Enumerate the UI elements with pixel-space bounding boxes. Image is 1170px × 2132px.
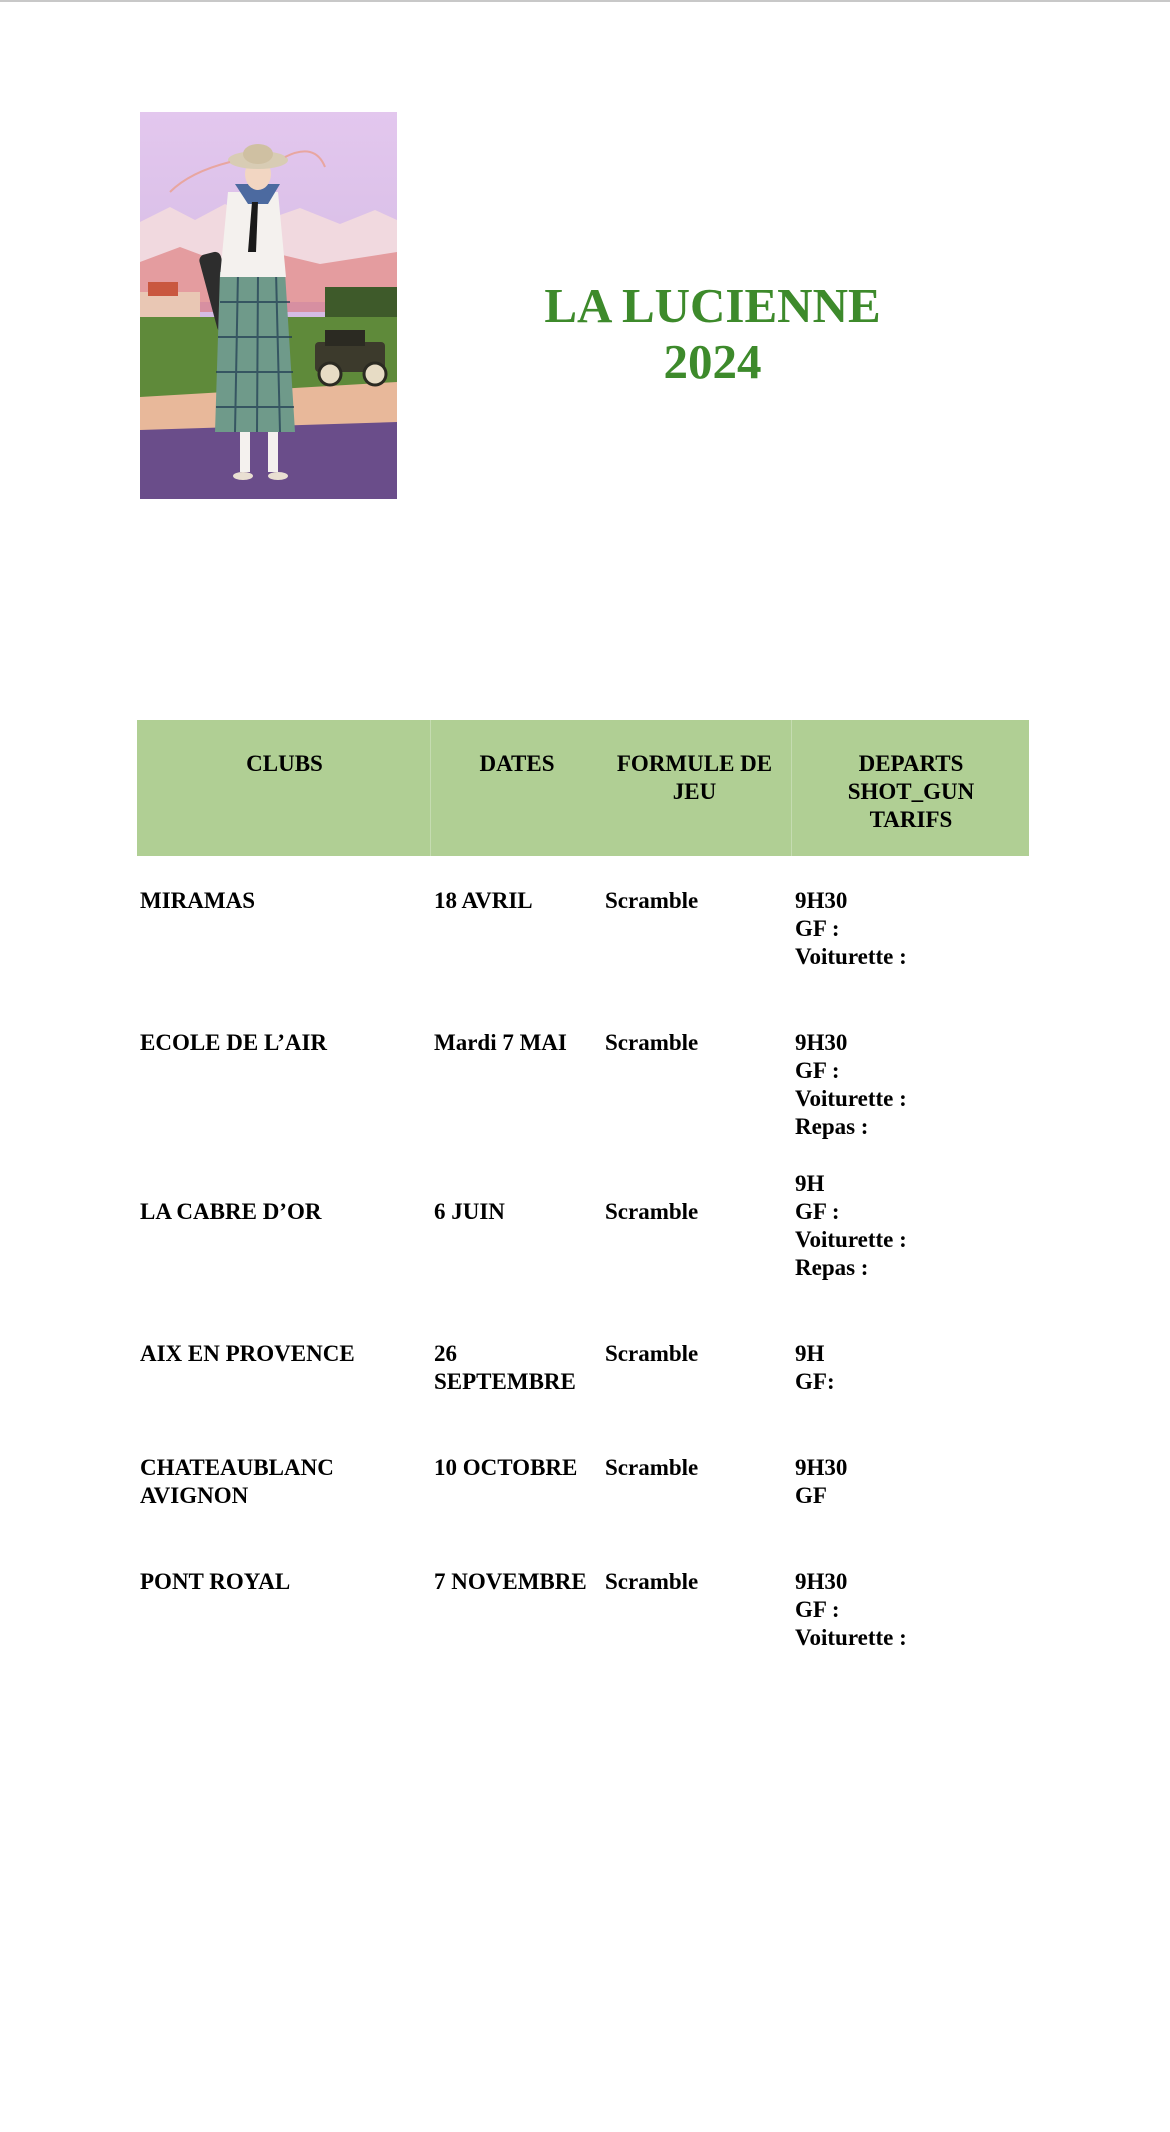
- header-departs: DEPARTS SHOT_GUN TARIFS: [847, 751, 975, 832]
- cell-date: 7 NOVEMBRE: [434, 1569, 587, 1594]
- cell-formule: Scramble: [605, 1030, 699, 1055]
- page-title: [500, 278, 925, 390]
- header-formule: FORMULE DE JEU: [616, 751, 773, 804]
- title-line-1: LA LUCIENNE: [544, 278, 881, 333]
- cell-club: CHATEAUBLANC AVIGNON: [140, 1455, 334, 1508]
- cell-departs: 9H GF : Voiturette : Repas :: [795, 1171, 907, 1280]
- title-line-2: 2024: [663, 334, 762, 389]
- golfer-illustration: [140, 112, 397, 499]
- cell-departs: 9H30 GF : Voiturette :: [795, 1569, 907, 1650]
- cell-club: PONT ROYAL: [140, 1569, 291, 1594]
- cell-departs: 9H30 GF : Voiturette :: [795, 888, 907, 969]
- cell-formule: Scramble: [605, 1341, 699, 1366]
- cell-departs: 9H30 GF: [795, 1455, 848, 1508]
- cell-formule: Scramble: [605, 888, 699, 913]
- cell-formule: Scramble: [605, 1569, 699, 1594]
- cell-date: Mardi 7 MAI: [434, 1030, 567, 1055]
- table-header: [137, 720, 1029, 856]
- cell-club: MIRAMAS: [140, 888, 255, 913]
- header-divider: [791, 720, 792, 856]
- cell-date: 6 JUIN: [434, 1199, 505, 1224]
- header-divider: [430, 720, 431, 856]
- cell-departs: 9H30 GF : Voiturette : Repas :: [795, 1030, 907, 1139]
- cell-club: ECOLE DE L’AIR: [140, 1030, 328, 1055]
- cell-date: 18 AVRIL: [434, 888, 533, 913]
- top-border: [0, 0, 1170, 2]
- cell-formule: Scramble: [605, 1455, 699, 1480]
- schedule-table: [137, 720, 1029, 1650]
- header-clubs: CLUBS: [246, 751, 323, 776]
- cell-date: 10 OCTOBRE: [434, 1455, 578, 1480]
- cell-departs: 9H GF:: [795, 1341, 835, 1394]
- cell-formule: Scramble: [605, 1199, 699, 1224]
- header-dates: DATES: [479, 751, 555, 776]
- cell-club: AIX EN PROVENCE: [140, 1341, 355, 1366]
- cell-date: 26 SEPTEMBRE: [434, 1341, 576, 1394]
- cell-club: LA CABRE D’OR: [140, 1199, 322, 1224]
